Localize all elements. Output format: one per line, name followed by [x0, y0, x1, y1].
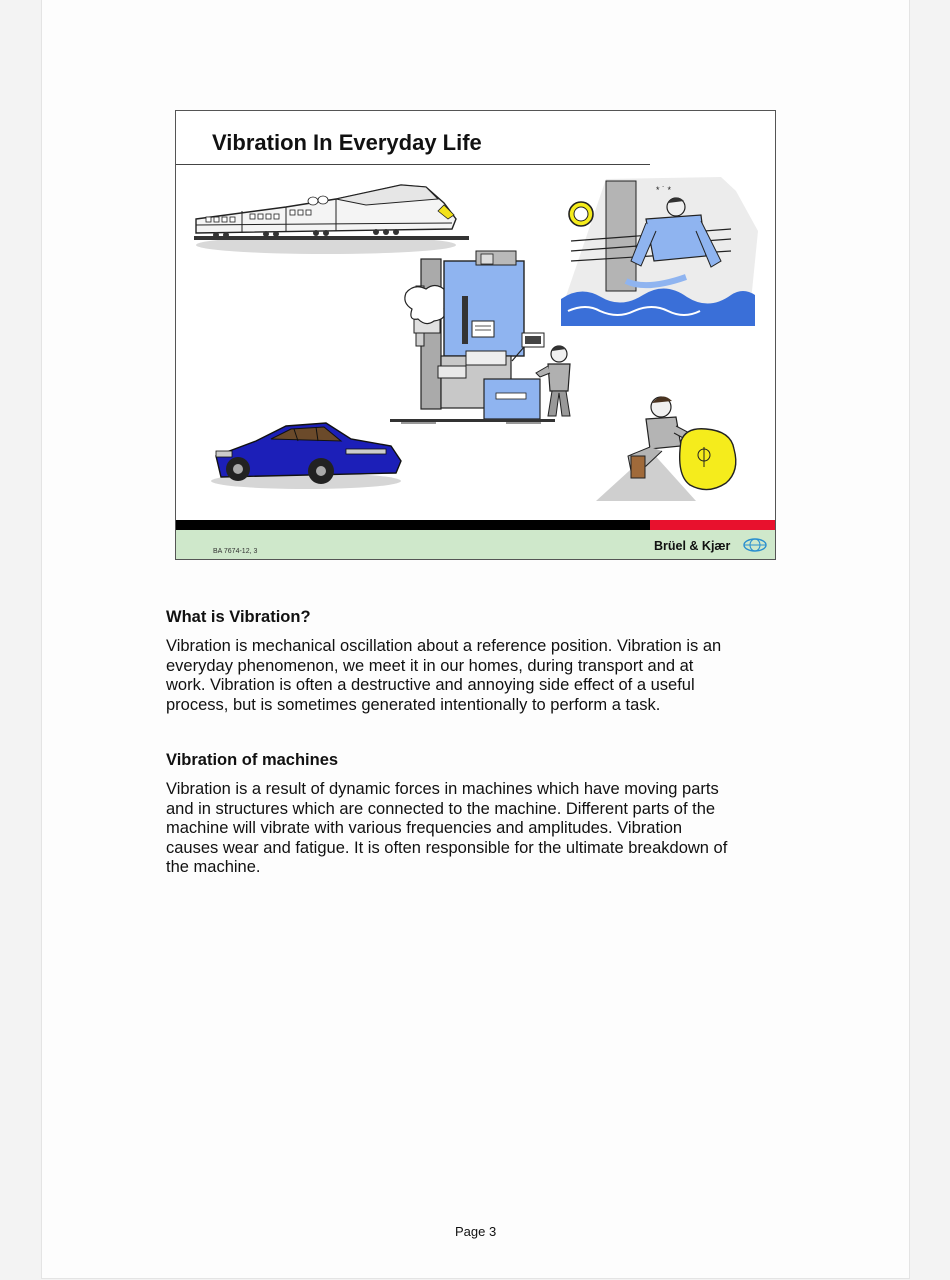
text-line: process, but is sometimes generated intentionally to perform a task.: [166, 695, 661, 714]
section-body-vibration-of-machines: [166, 780, 806, 878]
machine-illustration: [390, 251, 570, 423]
car-illustration: [211, 423, 401, 489]
footer-bar-black: [176, 520, 650, 530]
section-body-what-is-vibration: [166, 637, 806, 715]
brand-globe-icon: [742, 538, 768, 552]
text-line: and in structures which are connected to the machine. Different parts of the: [166, 799, 716, 818]
slide-illustrations: [176, 111, 776, 521]
text-line: the machine.: [166, 858, 261, 877]
text-line: work. Vibration is often a destructive and annoying side effect of a useful: [166, 676, 695, 695]
section-heading-vibration-of-machines: Vibration of machines: [166, 751, 339, 769]
text-line: Vibration is mechanical oscillation about a reference position. Vibration is an: [166, 637, 722, 655]
section-heading-what-is-vibration: What is Vibration?: [166, 608, 311, 626]
text-line: causes wear and fatigue. It is often responsible for the ultimate breakdown of: [166, 838, 728, 857]
svg-text:* ˙ *: * ˙ *: [656, 185, 672, 195]
page-number: Page 3: [455, 1224, 497, 1239]
text-line: everyday phenomenon, we meet it in our homes, during transport and at: [166, 656, 694, 675]
text-line: machine will vibrate with various frequencies and amplitudes. Vibration: [166, 819, 683, 838]
slide-doc-code: BA 7674-12, 3: [213, 548, 258, 555]
ship-illustration: [561, 177, 758, 326]
train-illustration: [194, 185, 469, 254]
footer-bar-red: [650, 520, 776, 530]
text-line: Vibration is a result of dynamic forces in machines which have moving parts: [166, 780, 719, 798]
slide-title: Vibration In Everyday Life: [212, 130, 482, 155]
slide-figure: [175, 110, 776, 560]
brand-name: Brüel & Kjær: [654, 539, 731, 553]
maintenance-illustration: [596, 396, 736, 501]
